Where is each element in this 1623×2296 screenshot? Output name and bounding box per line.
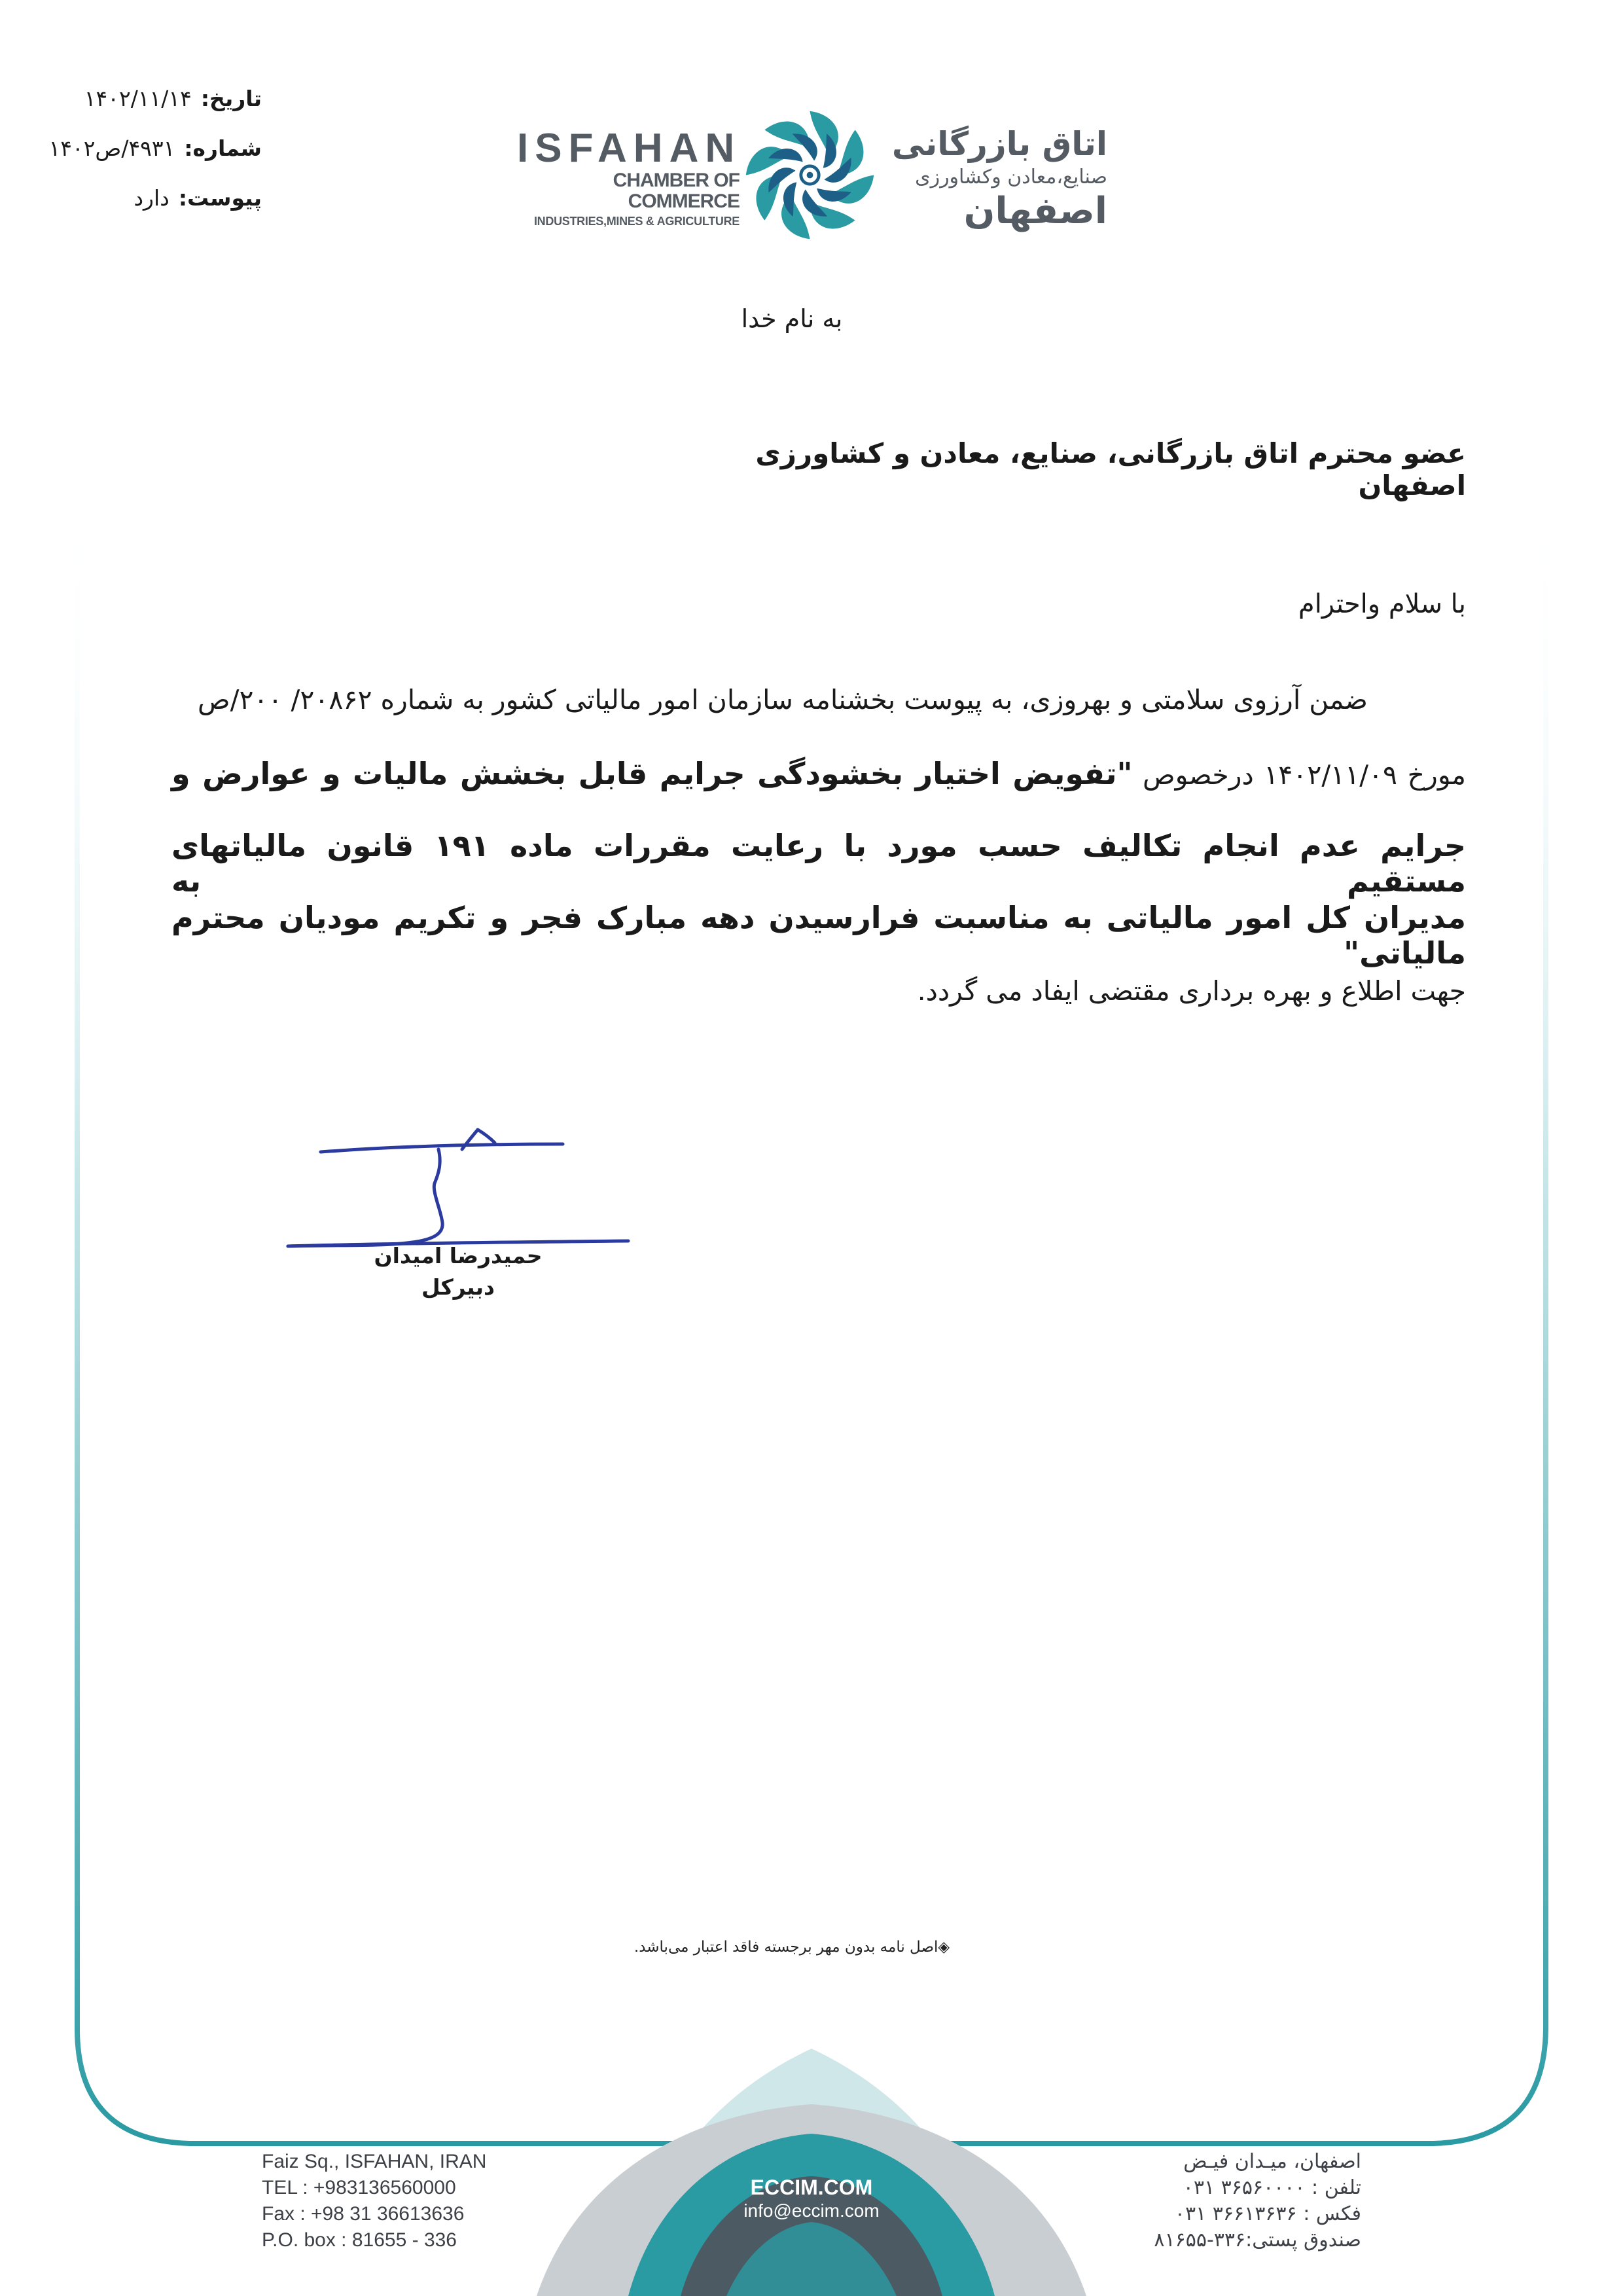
frame-border xyxy=(77,497,1546,2144)
tel-fa: تلفن : ۳۶۵۶۰۰۰۰ ۰۳۱ xyxy=(1183,2176,1361,2199)
body-line-2-prefix: مورخ ۱۴۰۲/۱۱/۰۹ درخصوص xyxy=(1132,759,1466,791)
logo-en-chamber: CHAMBER OF COMMERCE xyxy=(613,170,740,212)
authenticity-note xyxy=(589,1939,995,1956)
address-en: Faiz Sq., ISFAHAN, IRAN xyxy=(262,2151,487,2172)
number-row xyxy=(26,123,262,173)
handwritten-signature xyxy=(281,1106,635,1257)
email-link[interactable]: info@eccim.com xyxy=(743,2200,880,2221)
date-row xyxy=(26,73,262,123)
attachment-label: پیوست: xyxy=(178,185,262,211)
tel-en: TEL : +983136560000 xyxy=(262,2177,456,2198)
logo-en-city: ISFAHAN xyxy=(517,126,741,171)
address-fa: اصفهان، میـدان فیـض xyxy=(1183,2150,1361,2173)
circular-title-part-3: مدیران کل امور مالیاتی به مناسبت فرارسیدن دهه مبارک فجر و تکریم مودیان محترم مالیاتی" xyxy=(171,900,1466,971)
fax-fa: فکس : ۳۶۶۱۳۶۳۶ ۰۳۱ xyxy=(1174,2202,1361,2225)
body-line-1: ضمن آرزوی سلامتی و بهروزی، به پیوست بخشنامه سازمان امور مالیاتی کشور به شماره ۲۰۸۶۲/ ۲۰۰/ص xyxy=(198,684,1368,715)
number-value: ۴۹۳۱/ص۱۴۰۲ xyxy=(48,135,175,161)
recipient-line: عضو محترم اتاق بازرگانی، صنایع، معادن و کشاورزی اصفهان xyxy=(755,437,1466,501)
greeting: با سلام واحترام xyxy=(1298,589,1466,619)
signer-name: حمیدرضا امیدان xyxy=(374,1243,543,1268)
contact-persian xyxy=(1113,2149,1361,2253)
circular-title-part-2: جرایم عدم انجام تکالیف حسب مورد با رعایت مقررات ماده ۱۹۱ قانون مالیاتهای مستقیم به xyxy=(171,828,1466,899)
signer-title: دبیرکل xyxy=(421,1274,495,1300)
body-closing-line: جهت اطلاع و بهره برداری مقتضی ایفاد می گردد. xyxy=(917,975,1466,1007)
web-contact xyxy=(713,2174,910,2221)
signer-block xyxy=(366,1240,550,1303)
pobox-en: P.O. box : 81655 - 336 xyxy=(262,2229,457,2251)
date-label: تاریخ: xyxy=(200,85,262,111)
body-line-2 xyxy=(171,756,1466,791)
chamber-emblem-icon xyxy=(740,105,880,245)
date-value: ۱۴۰۲/۱۱/۱۴ xyxy=(84,85,192,111)
attachment-row xyxy=(26,173,262,223)
contact-english xyxy=(262,2149,537,2253)
website-link[interactable]: ECCIM.COM xyxy=(750,2176,873,2199)
footer-lotus xyxy=(537,2049,1086,2296)
logo-fa-city: اصفهان xyxy=(963,190,1107,232)
diamond-bullet-icon: ◈ xyxy=(938,1939,950,1956)
logo-fa-chamber: اتاق بازرگانی xyxy=(891,125,1107,163)
logo-persian-text xyxy=(885,124,1107,232)
logo-en-sectors: INDUSTRIES,MINES & AGRICULTURE xyxy=(533,215,740,228)
number-label: شماره: xyxy=(184,135,262,161)
authenticity-note-text: اصل نامه بدون مهر برجسته فاقد اعتبار می‌باشد. xyxy=(633,1939,938,1956)
fax-en: Fax : +98 31 36613636 xyxy=(262,2203,465,2225)
letter-meta xyxy=(26,73,262,223)
logo-english-text xyxy=(517,127,740,230)
circular-title-part-1: "تفویض اختیار بخشودگی جرایم قابل بخشش مالیات و عوارض و xyxy=(171,756,1133,791)
pobox-fa: صندوق پستی:۳۳۶-۸۱۶۵۵ xyxy=(1154,2229,1361,2251)
logo-fa-sectors: صنایع،معادن وکشاورزی xyxy=(915,166,1107,188)
basmala: به نام خدا xyxy=(741,304,843,333)
attachment-value: دارد xyxy=(134,185,169,211)
